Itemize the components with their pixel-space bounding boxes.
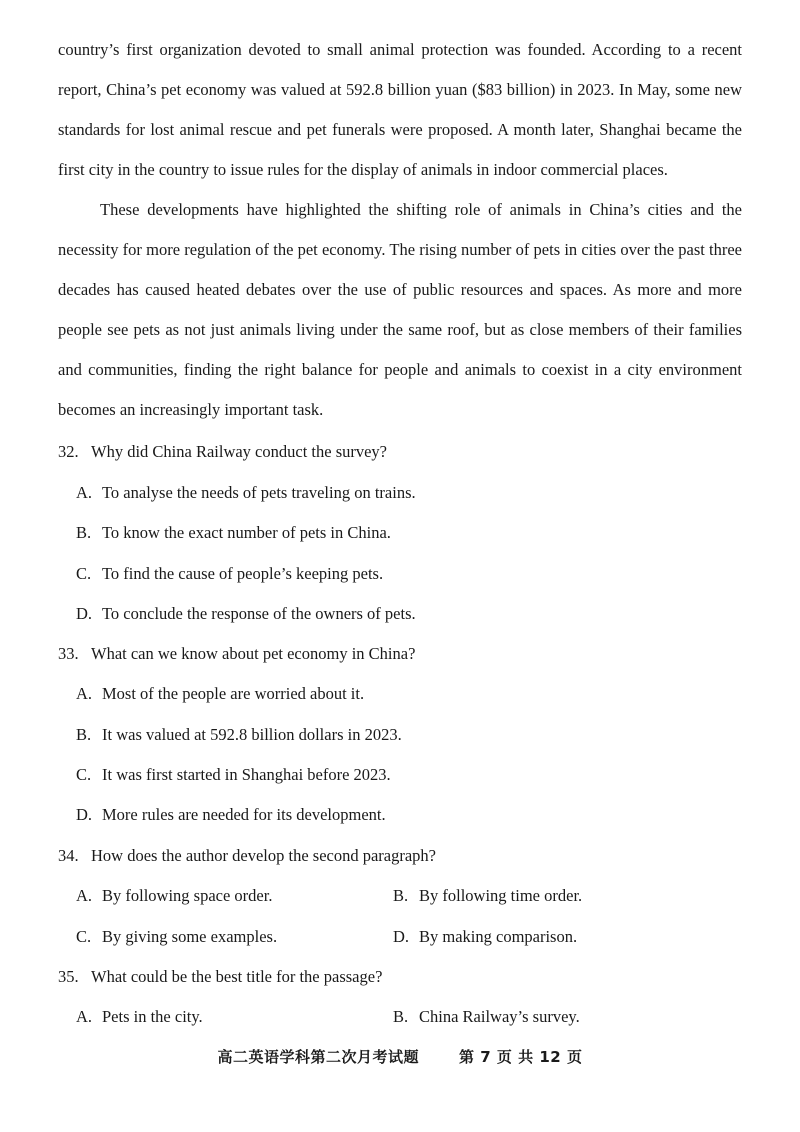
question-text: Why did China Railway conduct the survey? xyxy=(91,442,388,461)
option-32-b[interactable] xyxy=(76,522,391,544)
option-text: It was valued at 592.8 billion dollars in 2023. xyxy=(102,725,402,744)
option-text: To know the exact number of pets in China. xyxy=(102,523,391,542)
option-text: To analyse the needs of pets traveling on trains. xyxy=(102,483,416,502)
question-text: What can we know about pet economy in China? xyxy=(91,644,416,663)
option-letter: B. xyxy=(393,886,409,905)
option-letter: A. xyxy=(76,1007,93,1026)
question-text: What could be the best title for the passage? xyxy=(91,967,383,986)
question-32 xyxy=(58,441,387,463)
option-letter: B. xyxy=(393,1007,409,1026)
option-32-c[interactable] xyxy=(76,563,383,585)
passage-paragraph-2: These developments have highlighted the shifting role of animals in China’s cities and the necessity for more regulation of the pet economy. The rising number of pets in cities over the past three decades has caused heated debates over the use of public resources and spaces. As more and more people see pets as not just animals living under the same roof, but as close members of their families and communities, finding the right balance for people and animals to coexist in a city environment becomes an increasingly important task. xyxy=(58,200,742,419)
option-letter: C. xyxy=(76,564,92,583)
option-text: Pets in the city. xyxy=(102,1007,203,1026)
question-33 xyxy=(58,643,415,665)
option-letter: C. xyxy=(76,765,92,784)
option-letter: B. xyxy=(76,523,92,542)
option-letter: D. xyxy=(76,805,93,824)
option-letter: B. xyxy=(76,725,92,744)
option-letter: D. xyxy=(76,604,93,623)
option-letter: A. xyxy=(76,483,93,502)
question-34 xyxy=(58,845,436,867)
option-text: By following time order. xyxy=(419,886,583,905)
option-33-d[interactable] xyxy=(76,804,386,826)
option-33-c[interactable] xyxy=(76,764,391,786)
question-text: How does the author develop the second paragraph? xyxy=(91,846,437,865)
option-34-c[interactable] xyxy=(76,926,277,948)
option-35-a[interactable] xyxy=(76,1006,203,1028)
page-footer xyxy=(0,1046,800,1067)
option-letter: D. xyxy=(393,927,410,946)
option-34-d[interactable] xyxy=(393,926,577,948)
question-number: 33. xyxy=(58,644,79,663)
page-number: 第 7 页 共 12 页 xyxy=(459,1048,583,1066)
option-33-a[interactable] xyxy=(76,683,364,705)
question-number: 34. xyxy=(58,846,79,865)
option-35-b[interactable] xyxy=(393,1006,580,1028)
question-number: 35. xyxy=(58,967,79,986)
option-text: Most of the people are worried about it. xyxy=(102,684,365,703)
option-text: To conclude the response of the owners of pets. xyxy=(102,604,416,623)
option-text: More rules are needed for its development. xyxy=(102,805,386,824)
option-text: It was first started in Shanghai before 2023. xyxy=(102,765,391,784)
option-text: To find the cause of people’s keeping pets. xyxy=(102,564,384,583)
option-32-a[interactable] xyxy=(76,482,416,504)
option-34-a[interactable] xyxy=(76,885,272,907)
option-34-b[interactable] xyxy=(393,885,582,907)
passage-paragraph-1: country’s first organization devoted to small animal protection was founded. According to a recent report, China’s pet economy was valued at 592.8 billion yuan ($83 billion) in 2023. In May, some new standards for lost animal rescue and pet funerals were proposed. A month later, Shanghai became the first city in the country to issue rules for the display of animals in indoor commercial places. xyxy=(58,40,742,179)
question-number: 32. xyxy=(58,442,79,461)
option-text: By following space order. xyxy=(102,886,273,905)
exam-title: 高二英语学科第二次月考试题 xyxy=(217,1048,420,1066)
option-33-b[interactable] xyxy=(76,724,402,746)
option-letter: A. xyxy=(76,886,93,905)
option-text: By making comparison. xyxy=(419,927,578,946)
option-text: By giving some examples. xyxy=(102,927,278,946)
question-35 xyxy=(58,966,382,988)
option-text: China Railway’s survey. xyxy=(419,1007,580,1026)
option-letter: A. xyxy=(76,684,93,703)
option-32-d[interactable] xyxy=(76,603,416,625)
option-letter: C. xyxy=(76,927,92,946)
